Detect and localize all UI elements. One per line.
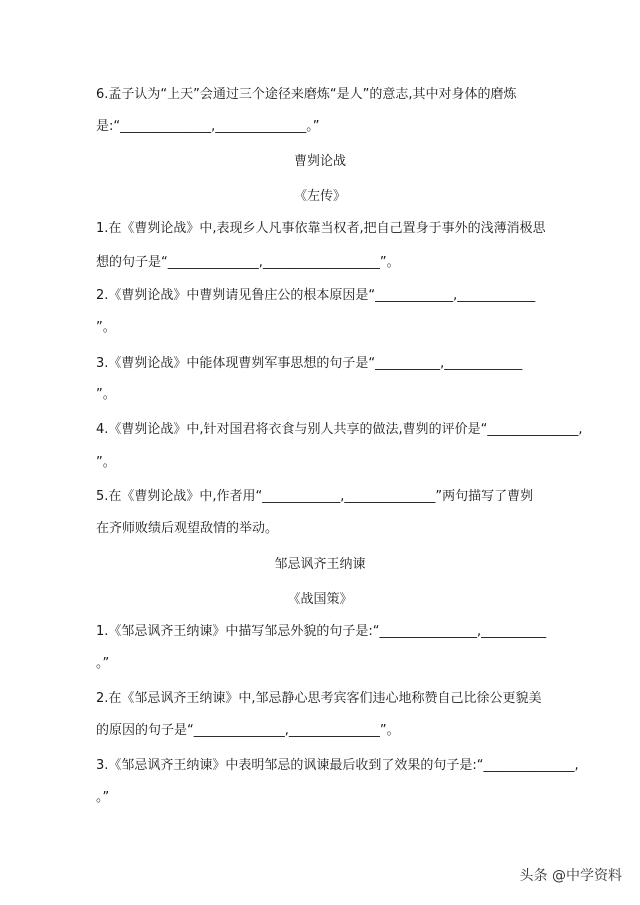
- question-2-line-2: ”。: [96, 320, 116, 335]
- question-3-line-1: 3.《邹忌讽齐王纳谏》中表明邹忌的讽谏最后收到了效果的句子是:“______________,: [96, 758, 579, 773]
- question-2-line-1: 2.在《邹忌讽齐王纳谏》中,邹忌静心思考宾客们违心地称赞自己比徐公更貌美: [96, 691, 542, 706]
- question-1-line-1: 1.《邹忌讽齐王纳谏》中描写邹忌外貌的句子是:“_______________,__________: [96, 624, 547, 639]
- question-2-line-2: 的原因的句子是“______________,______________”。: [96, 723, 400, 738]
- question-1-line-1: 1.在《曹刿论战》中,表现乡人凡事依靠当权者,把自己置身于事外的浅薄消极思: [96, 221, 546, 236]
- question-1-line-2: 。”: [96, 656, 110, 671]
- section-source: 《战国策》: [287, 592, 353, 607]
- section-source: 《左传》: [293, 189, 346, 204]
- question-3-line-1: 3.《曹刿论战》中能体现曹刿军事思想的句子是“__________,____________: [96, 356, 523, 371]
- watermark: 头条 @中学资料: [519, 868, 622, 884]
- question-3-line-2: ”。: [96, 387, 116, 402]
- question-2-line-1: 2.《曹刿论战》中曹刿请见鲁庄公的根本原因是“____________,____________: [96, 288, 536, 303]
- section-title: 曹刿论战: [293, 154, 346, 169]
- question-4-line-2: ”。: [96, 455, 116, 470]
- question-5-line-1: 5.在《曹刿论战》中,作者用“____________,______________”两句描写了曹刿: [96, 489, 534, 504]
- question-5-line-2: 在齐师败绩后观望敌情的举动。: [96, 521, 279, 536]
- question-4-line-1: 4.《曹刿论战》中,针对国君将衣食与别人共享的做法,曹刿的评价是“______________,: [96, 422, 583, 437]
- question-3-line-2: 。”: [96, 790, 110, 805]
- question-6-line-1: 6.孟子认为“上天”会通过三个途径来磨炼“是人”的意志,其中对身体的磨炼: [96, 87, 517, 102]
- question-1-line-2: 想的句子是“______________,__________________”。: [96, 255, 400, 270]
- section-title: 邹忌讽齐王纳谏: [274, 557, 366, 572]
- question-6-line-2: 是:“______________,______________。”: [96, 119, 320, 134]
